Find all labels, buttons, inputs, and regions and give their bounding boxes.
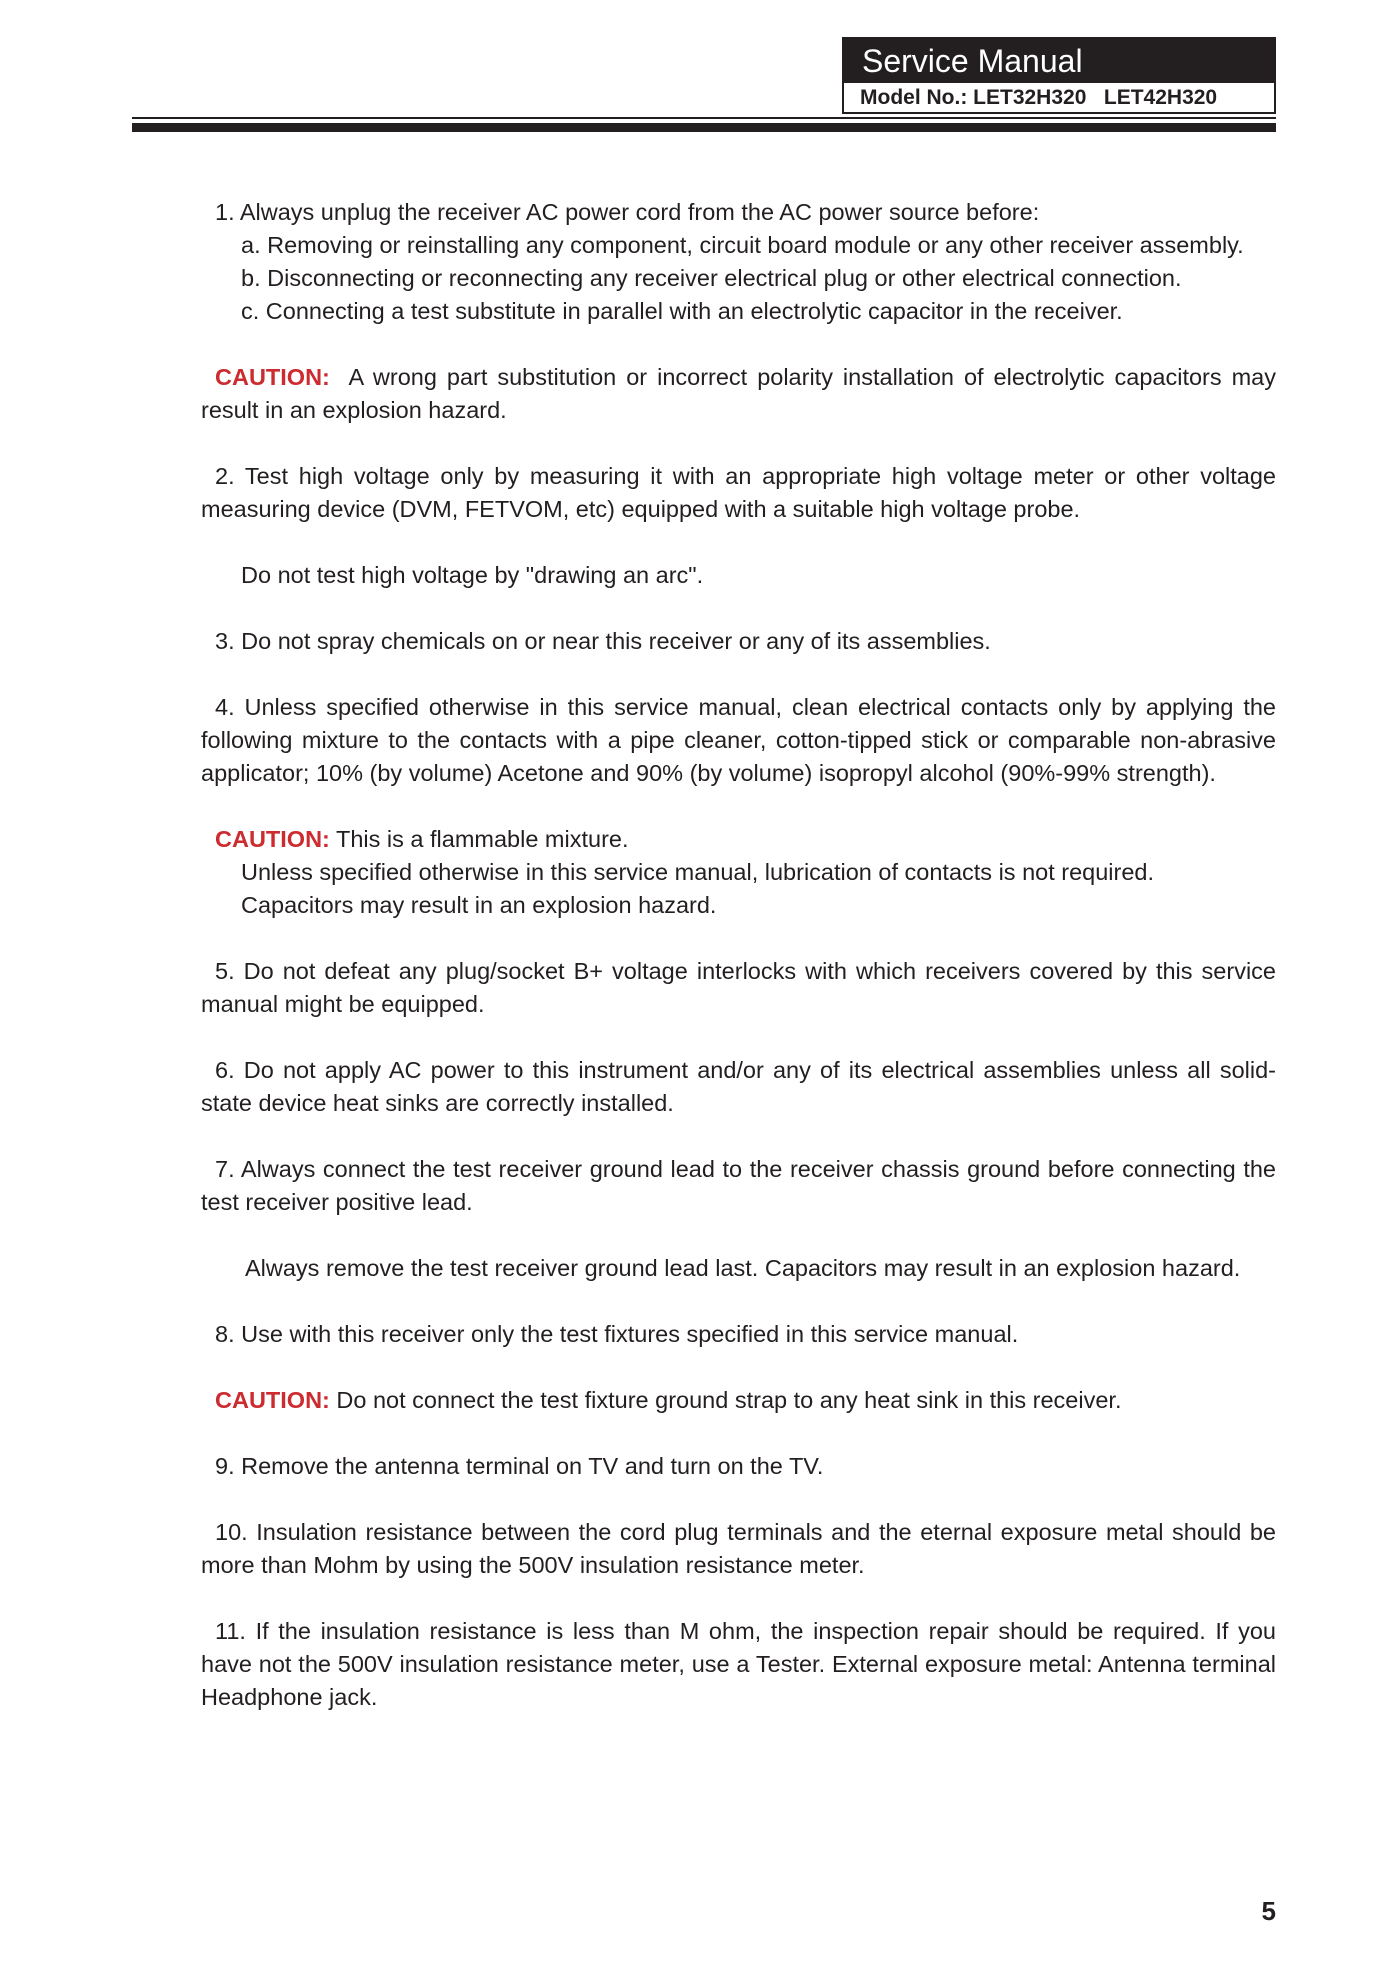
item-5: 5. Do not defeat any plug/socket B+ voltage interlocks with which receivers covered by this service manual might be equipped. <box>201 958 1276 1017</box>
caution-2-line-2: Unless specified otherwise in this service manual, lubrication of contacts is not required. <box>241 859 1155 885</box>
item-2: 2. Test high voltage only by measuring it with an appropriate high voltage meter or other voltage measuring device (DVM, FETVOM, etc) equipped with a suitable high voltage probe. <box>201 463 1276 522</box>
item-7-note: Always remove the test receiver ground lead last. Capacitors may result in an explosion hazard. <box>245 1255 1241 1281</box>
caution-label: CAUTION: <box>215 826 330 852</box>
item-1c: c. Connecting a test substitute in parallel with an electrolytic capacitor in the receiver. <box>241 298 1123 324</box>
caution-label: CAUTION: <box>215 364 330 390</box>
manual-title: Service Manual <box>844 39 1274 83</box>
caution-1 <box>201 361 1276 427</box>
item-9: 9. Remove the antenna terminal on TV and turn on the TV. <box>215 1453 824 1479</box>
item-1a: a. Removing or reinstalling any component, circuit board module or any other receiver assembly. <box>241 232 1244 258</box>
item-4: 4. Unless specified otherwise in this service manual, clean electrical contacts only by applying the following mixture to the contacts with a pipe cleaner, cotton-tipped stick or comparable non-abrasive applicator; 10% (by volume) Acetone and 90% (by volume) isopropyl alcohol (90%-99% strength). <box>201 694 1276 786</box>
item-10: 10. Insulation resistance between the cord plug terminals and the eternal exposure metal should be more than Mohm by using the 500V insulation resistance meter. <box>201 1519 1276 1578</box>
caution-3 <box>201 1384 1276 1417</box>
safety-instructions <box>201 196 1276 1714</box>
header-box <box>842 37 1276 114</box>
caution-2-line-3: Capacitors may result in an explosion hazard. <box>241 892 717 918</box>
header-rule-thick <box>132 123 1276 132</box>
item-6: 6. Do not apply AC power to this instrument and/or any of its electrical assemblies unless all solid-state device heat sinks are correctly installed. <box>201 1057 1276 1116</box>
item-7: 7. Always connect the test receiver ground lead to the receiver chassis ground before connecting the test receiver positive lead. <box>201 1156 1276 1215</box>
item-8: 8. Use with this receiver only the test fixtures specified in this service manual. <box>215 1321 1019 1347</box>
header-rule-thin <box>132 117 1276 119</box>
item-1: 1. Always unplug the receiver AC power cord from the AC power source before: <box>215 199 1040 225</box>
caution-text: This is a flammable mixture. <box>335 826 629 852</box>
item-1b: b. Disconnecting or reconnecting any receiver electrical plug or other electrical connection. <box>241 265 1182 291</box>
caution-label: CAUTION: <box>215 1387 330 1413</box>
item-2-note: Do not test high voltage by "drawing an arc". <box>241 562 704 588</box>
model-number: Model No.: LET32H320 LET42H320 <box>860 86 1218 109</box>
item-11: 11. If the insulation resistance is less than M ohm, the inspection repair should be required. If you have not the 500V insulation resistance meter, use a Tester. External exposure metal: Antenna terminal Headphone jack. <box>201 1618 1276 1710</box>
caution-text: A wrong part substitution or incorrect polarity installation of electrolytic capacitors may result in an explosion hazard. <box>201 364 1276 423</box>
caution-text: Do not connect the test fixture ground strap to any heat sink in this receiver. <box>336 1387 1122 1413</box>
caution-2 <box>201 823 1276 856</box>
page-number: 5 <box>1261 1896 1276 1926</box>
item-3: 3. Do not spray chemicals on or near this receiver or any of its assemblies. <box>215 628 991 654</box>
